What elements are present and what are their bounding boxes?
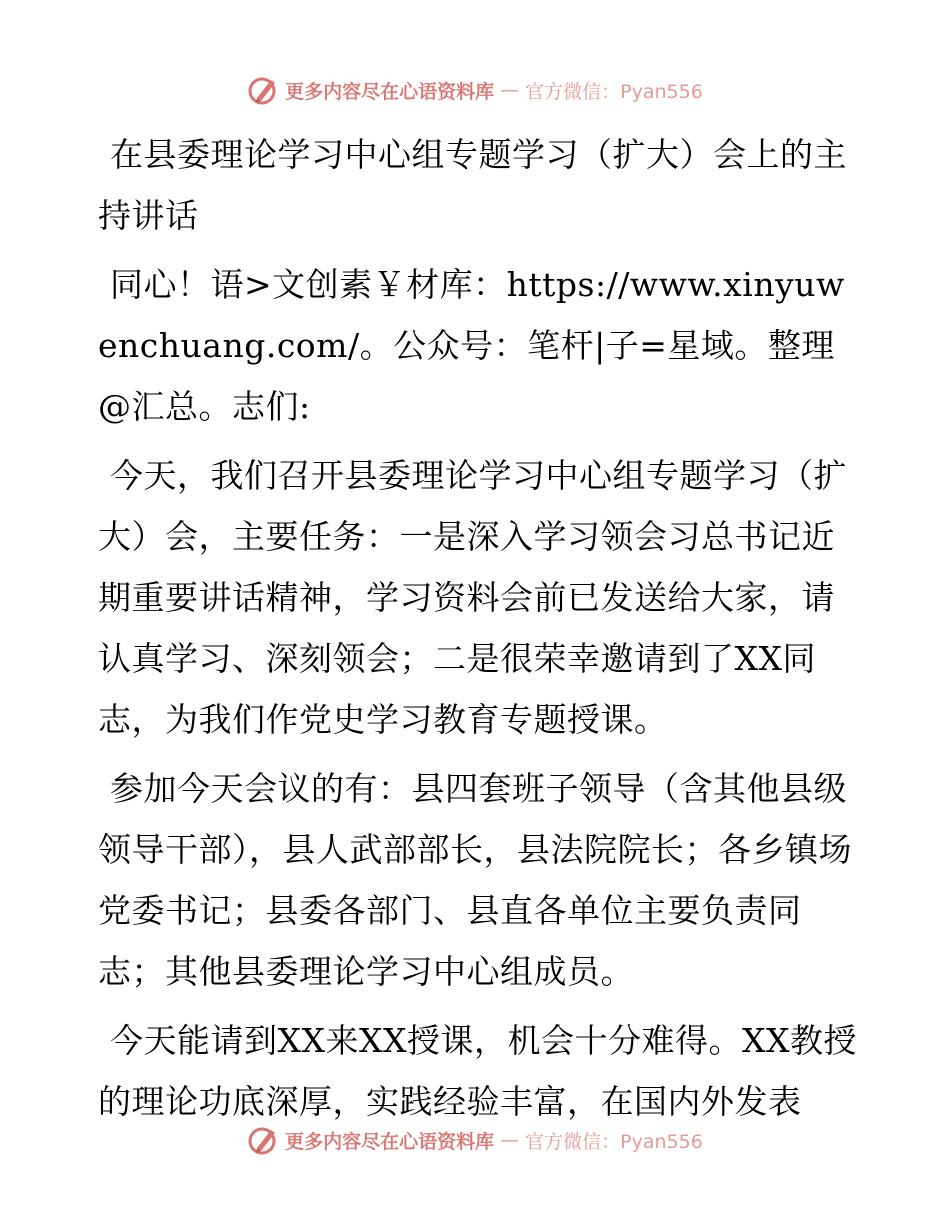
- paragraph-1: 同心！语>文创素￥材库：https://www.xinyuwenchuang.com/。公众号：笔杆|子=星域。整理@汇总。志们:: [98, 265, 845, 426]
- watermark-text-bold-bottom: 更多内容尽在心语资料库: [285, 1130, 495, 1153]
- watermark-line: [247, 74, 703, 106]
- watermark-dash-bottom: —: [500, 1129, 520, 1151]
- watermark-text-bold: 更多内容尽在心语资料库: [285, 80, 495, 103]
- pen-logo-icon: [247, 1124, 279, 1156]
- document-title: 在县委理论学习中心组专题学习（扩大）会上的主持讲话: [98, 135, 847, 235]
- document-body: [98, 124, 858, 1140]
- paragraph-4: 今天能请到XX来XX授课，机会十分难得。XX教授的理论功底深厚，实践经验丰富，在国内外发表: [98, 1021, 857, 1121]
- paragraph-3: 参加今天会议的有：县四套班子领导（含其他县级领导干部），县人武部部长，县法院院长；各乡镇场党委书记；县委各部门、县直各单位主要负责同志；其他县委理论学习中心组成员。: [98, 769, 852, 991]
- watermark-line-bottom: [247, 1124, 703, 1156]
- pen-logo-icon: [247, 74, 279, 106]
- header-watermark: [0, 70, 950, 110]
- paragraph-2: 今天，我们召开县委理论学习中心组专题学习（扩大）会，主要任务：一是深入学习领会习总书记近期重要讲话精神，学习资料会前已发送给大家，请认真学习、深刻领会；二是很荣幸邀请到了XX同志，为我们作党史学习教育专题授课。: [98, 456, 847, 739]
- watermark-text-light-bottom: 官方微信：Pyan556: [525, 1130, 703, 1153]
- watermark-text-light: 官方微信：Pyan556: [525, 80, 703, 103]
- footer-watermark: [0, 1120, 950, 1160]
- watermark-dash: —: [500, 79, 520, 101]
